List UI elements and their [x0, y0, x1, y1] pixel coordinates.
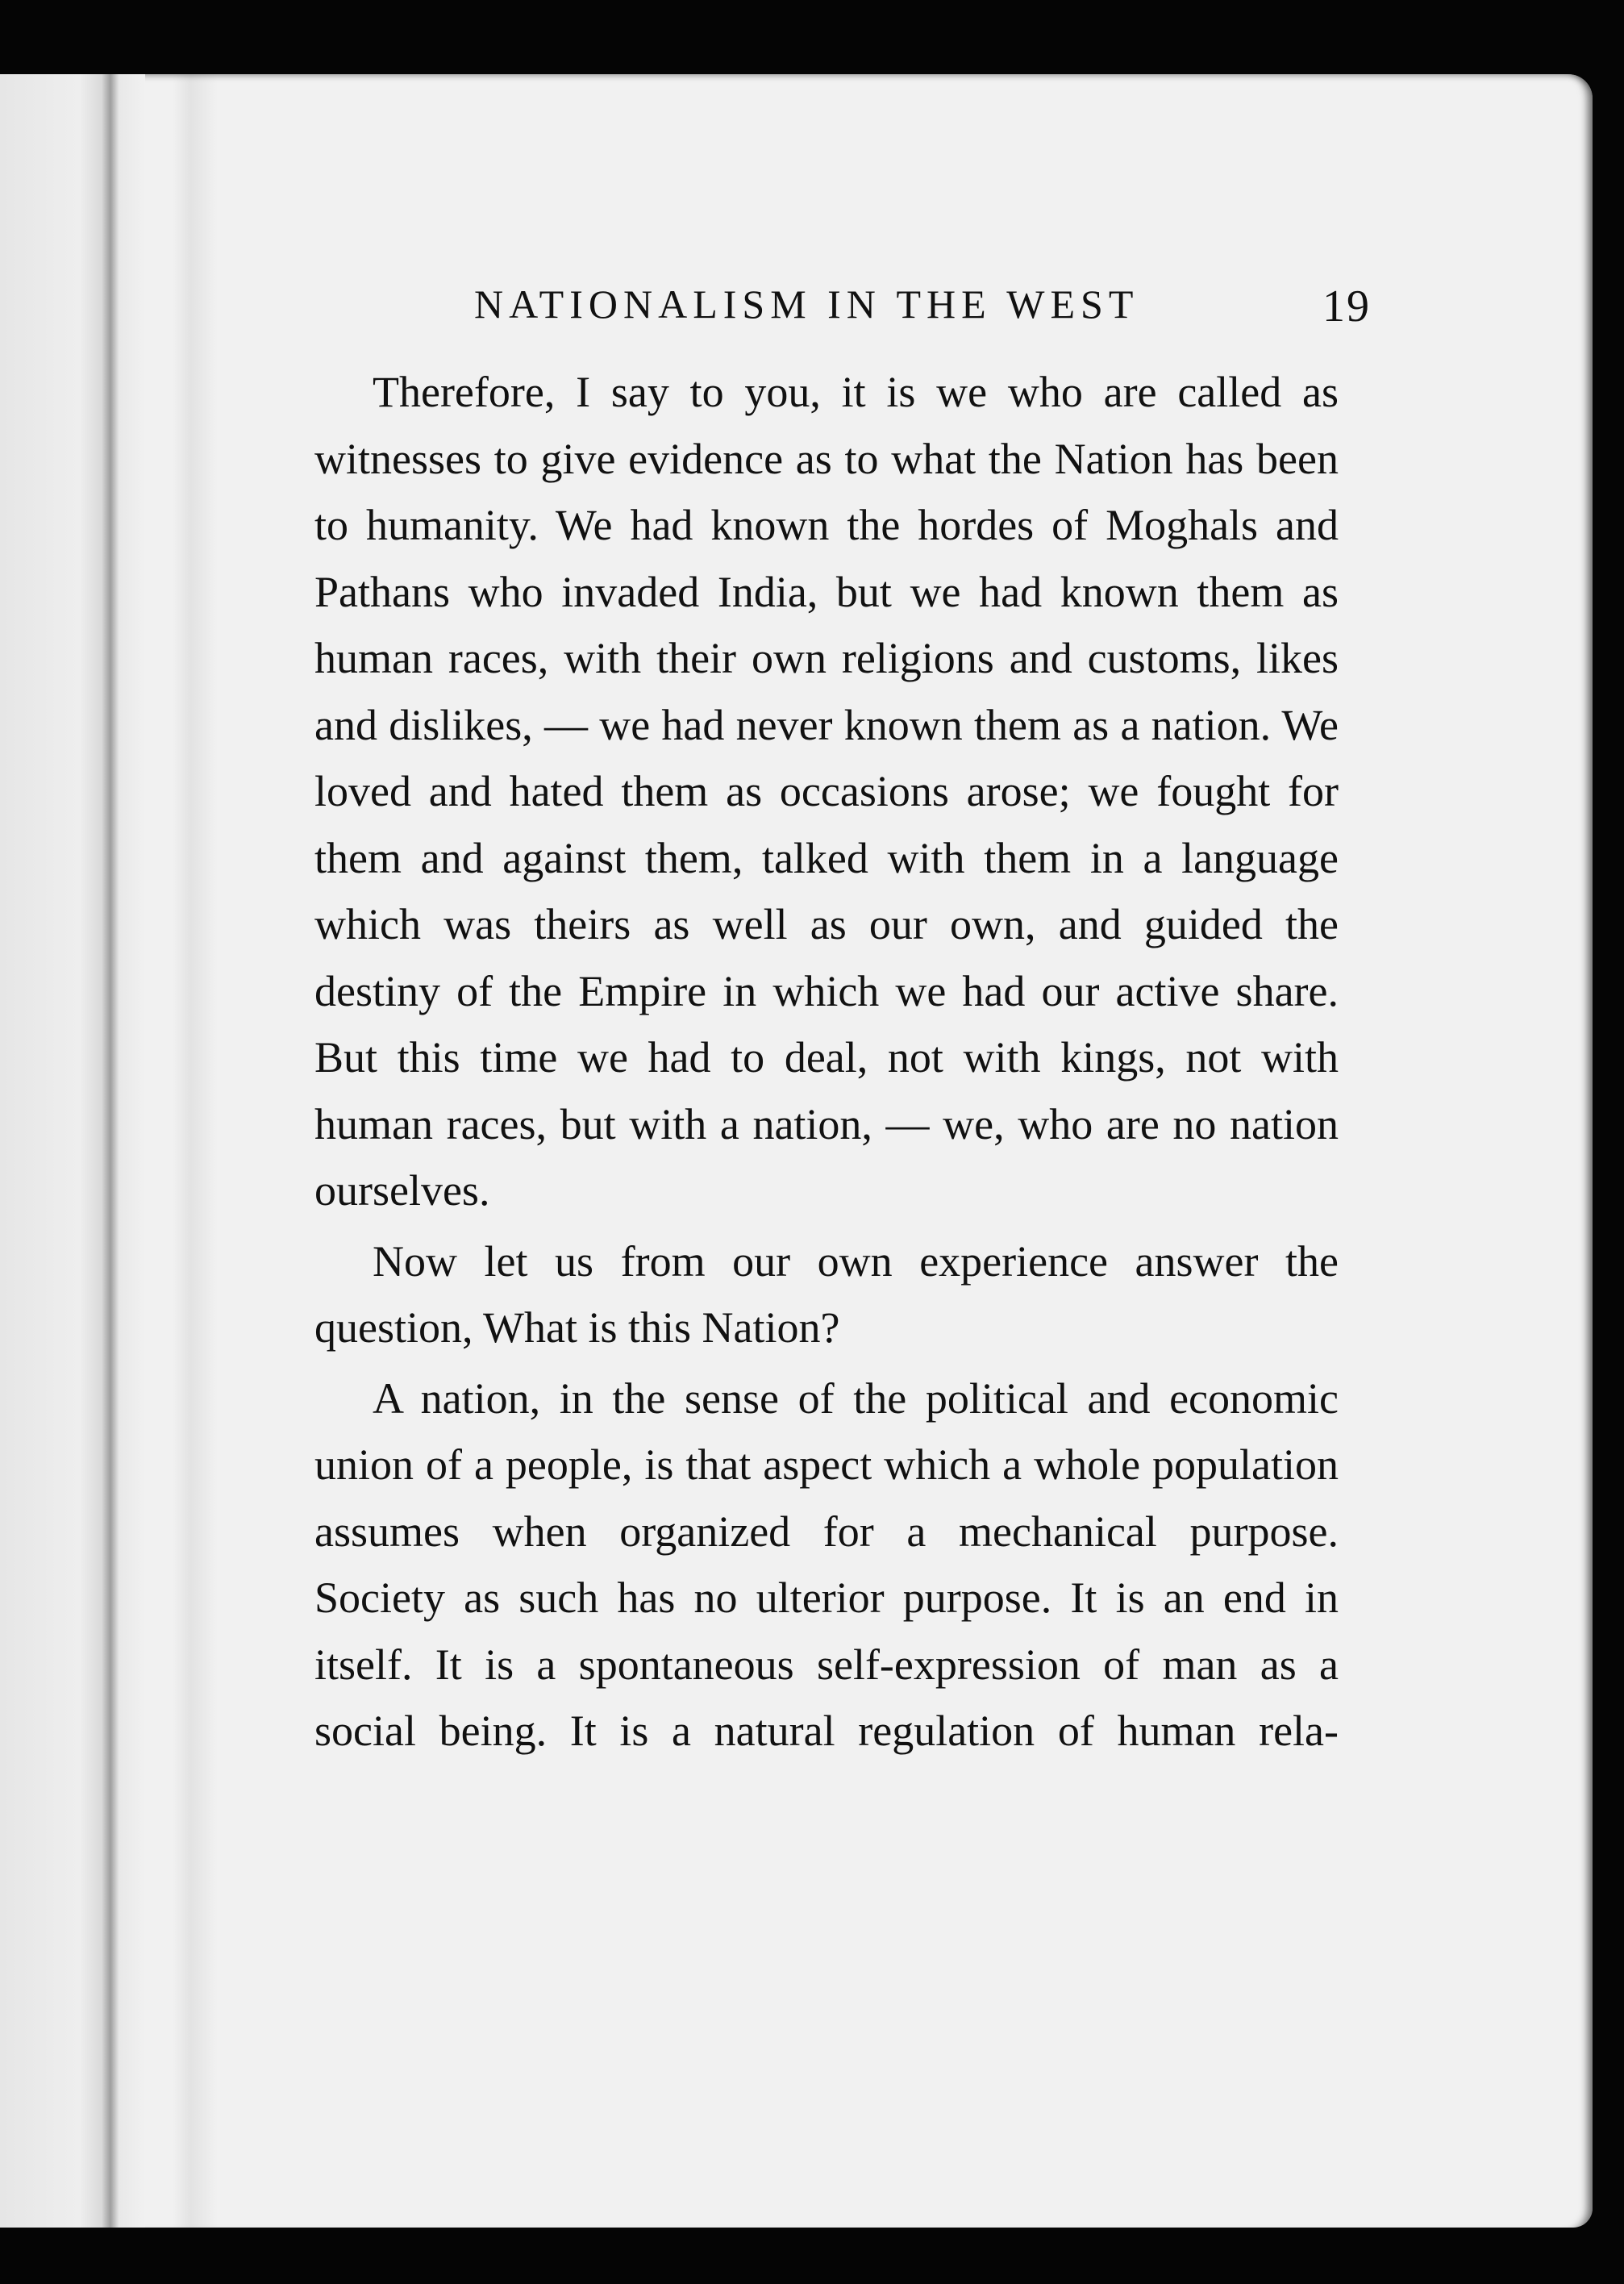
- paragraph: A nation, in the sense of the political and economic union of a people, is that aspect which a whole population assumes when organized for a mechanical purpose. Society as such has no ulterior purpose. It is an end in itself. It is a spontaneous self-expression of man as a social being. It is a natural regulation of human rela-: [314, 1373, 1339, 1755]
- left-page-edge: [0, 74, 145, 2228]
- paragraph: Therefore, I say to you, it is we who are called as witnesses to give evidence as to what the Nation has been to humanity. We had known the hordes of Moghals and Pathans who invaded India, but we had known them as human races, with their own religions and customs, likes and dislikes, — we had never known them as a nation. We loved and hated them as occasions arose; we fought for them and against them, talked with them in a language which was theirs as well as our own, and guided the destiny of the Empire in which we had our active share. But this time we had to deal, not with kings, not with human races, but with a nation, — we, who are no nation ourselves.: [314, 368, 1339, 1215]
- running-title: NATIONALISM IN THE WEST: [474, 281, 1139, 327]
- page-number: 19: [1322, 281, 1371, 331]
- running-head: [314, 274, 1371, 339]
- gutter-shadow: [173, 74, 218, 2228]
- body-text: [314, 359, 1339, 1769]
- paragraph: Now let us from our own experience answer the question, What is this Nation?: [314, 1236, 1339, 1352]
